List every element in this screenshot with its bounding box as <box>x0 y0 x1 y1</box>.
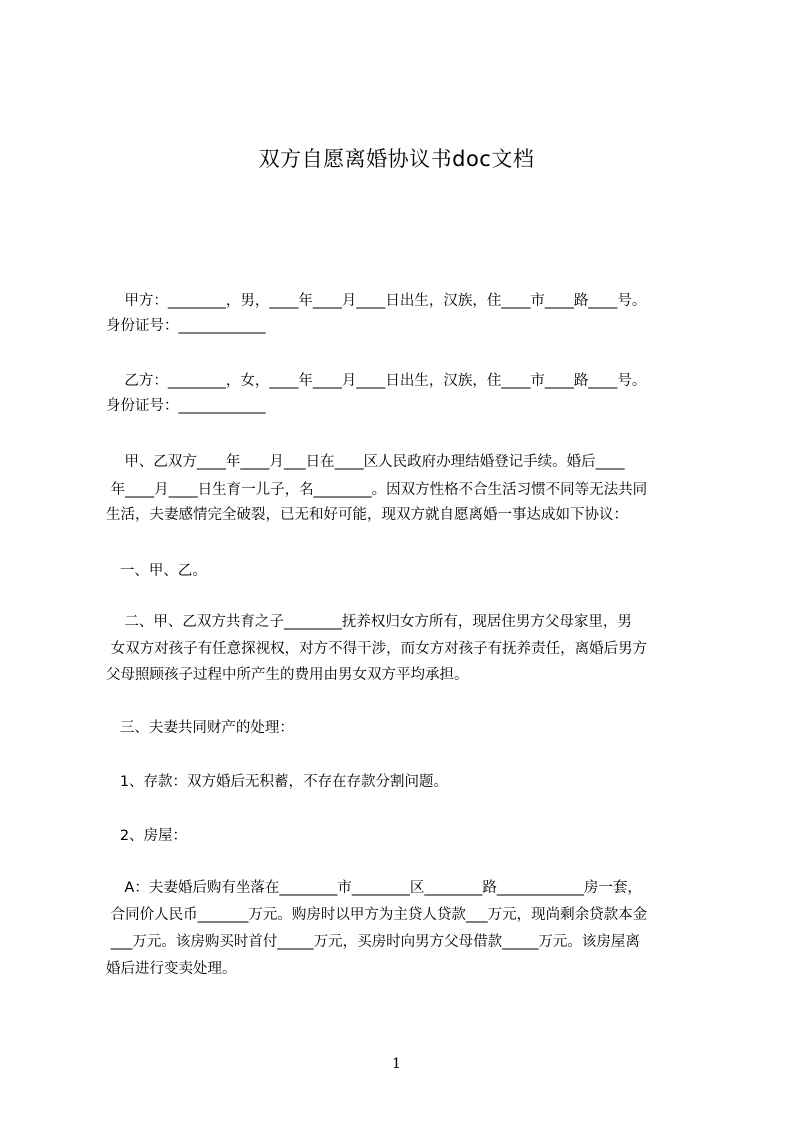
item-2-house: 2、房屋： <box>106 828 188 844</box>
party-a-line-1: 甲方：________，男，____年____月____日出生，汉族，住____市____路____号。 <box>106 293 647 309</box>
party-b-line-2: 身份证号：____________ <box>106 398 266 414</box>
clause-1: 一、甲、乙。 <box>106 563 207 579</box>
page-number: 1 <box>392 1056 401 1072</box>
item-a-line-3: ___万元。该房购买时首付_____万元，买房时向男方父母借款_____万元。该房屋离 <box>106 934 640 950</box>
item-a-line-1: A：夫妻婚后购有坐落在________市________区________路____________房一套， <box>106 880 642 896</box>
item-a-line-4: 婚后进行变卖处理。 <box>106 961 237 977</box>
clause-2-line-3: 父母照顾孩子过程中所产生的费用由男女双方平均承担。 <box>106 667 469 683</box>
intro-line-1: 甲、乙双方____年____月___日在____区人民政府办理结婚登记手续。婚后____ <box>106 454 625 470</box>
clause-3: 三、夫妻共同财产的处理： <box>106 720 294 736</box>
intro-line-3: 生活，夫妻感情完全破裂，已无和好可能，现双方就自愿离婚一事达成如下协议： <box>106 507 628 523</box>
party-a-line-2: 身份证号：____________ <box>106 318 266 334</box>
clause-2-line-2: 女双方对孩子有任意探视权，对方不得干涉，而女方对孩子有抚养责任，离婚后男方 <box>106 641 648 657</box>
document-title: 双方自愿离婚协议书doc文档 <box>258 147 535 171</box>
item-a-line-2: 合同价人民币_______万元。购房时以甲方为主贷人贷款___万元，现尚剩余贷款本金 <box>106 907 648 923</box>
clause-2-line-1: 二、甲、乙双方共育之子________抚养权归女方所有，现居住男方父母家里，男 <box>106 614 632 630</box>
party-b-line-1: 乙方：________，女，____年____月____日出生，汉族，住____市____路____号。 <box>106 373 647 389</box>
item-1-deposits: 1、存款：双方婚后无积蓄，不存在存款分割问题。 <box>106 774 449 790</box>
intro-line-2: 年____月____日生育一儿子，名________。因双方性格不合生活习惯不同等无法共同 <box>106 482 648 498</box>
